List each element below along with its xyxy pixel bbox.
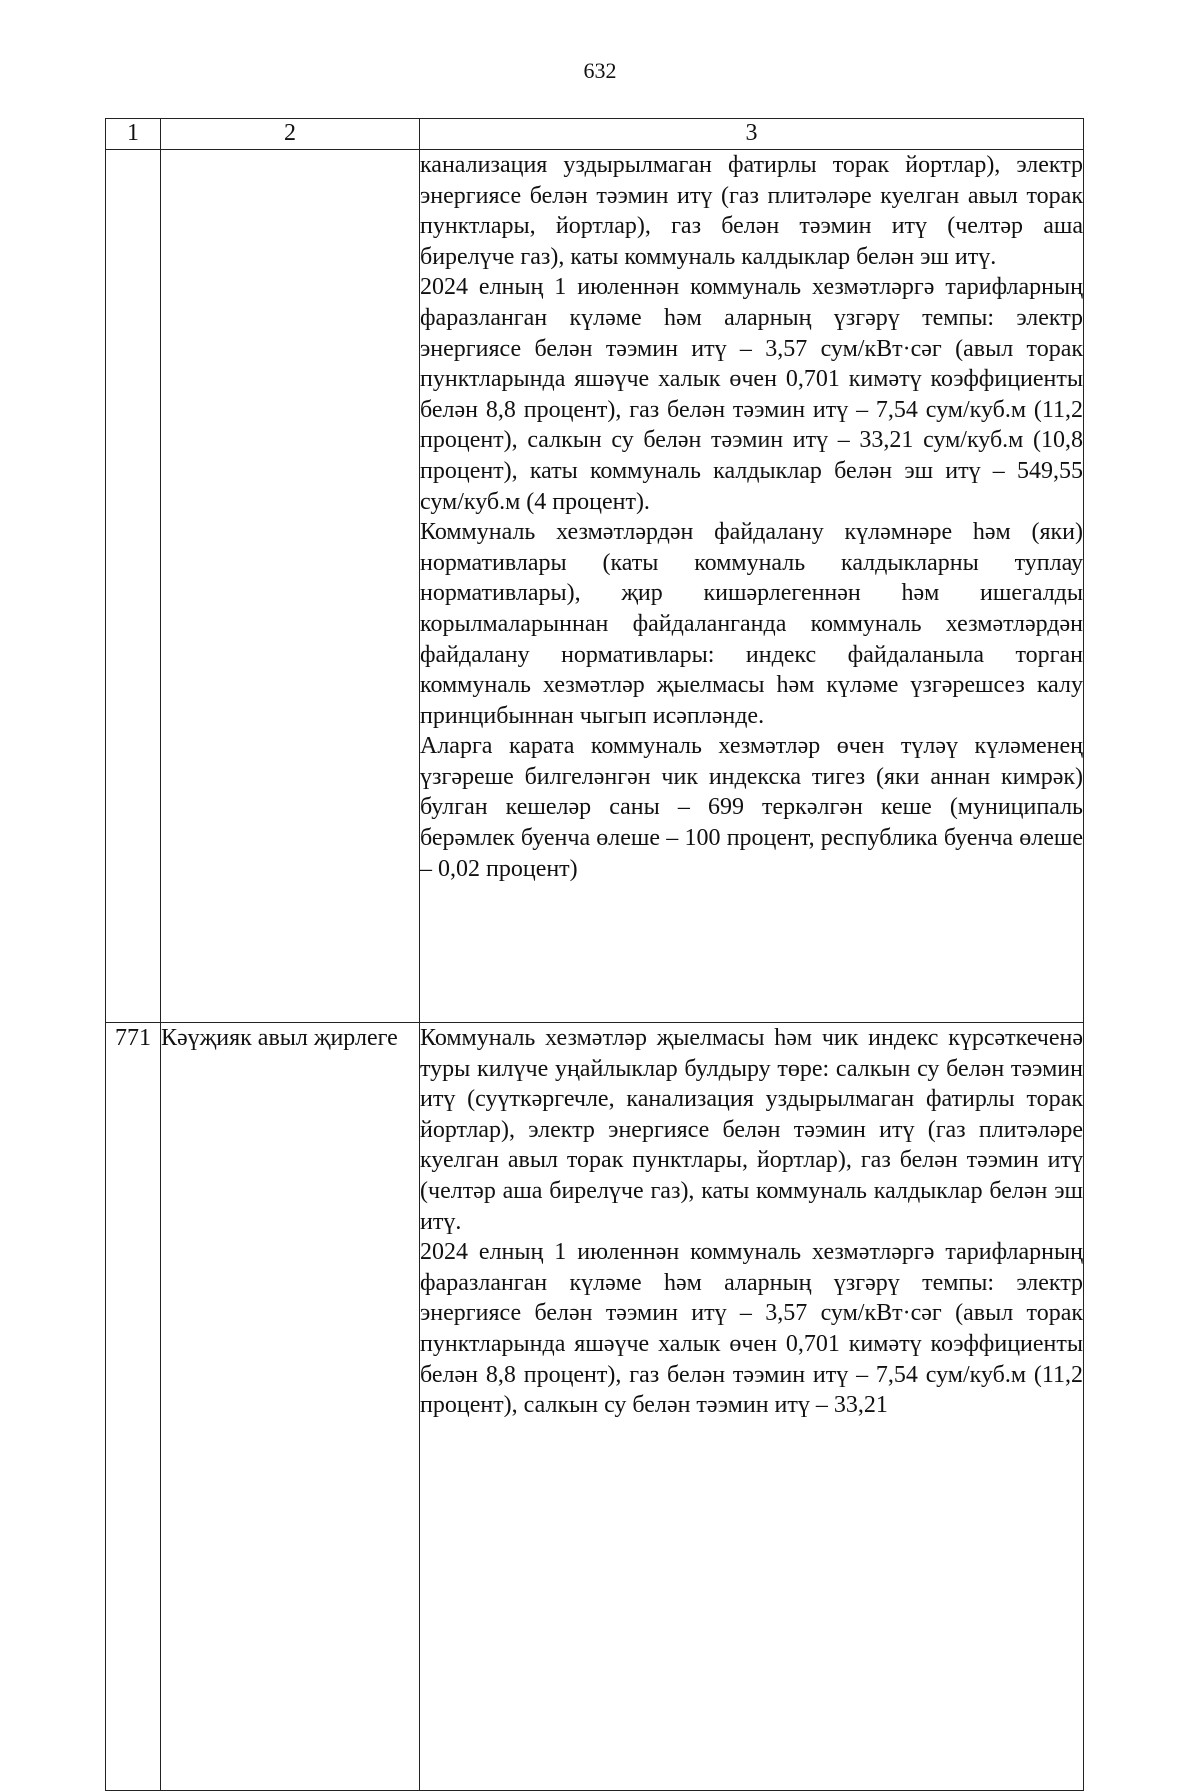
description-paragraph: Коммуналь хезмәтләрдән файдалану күләмнәре һәм (яки) нормативлары (каты коммуналь калдыкларны туплау нормативлары), җир кишәрлегеннән һәм ишегалды корылмаларыннан файдаланганда коммуналь хезмәтләрдән файдалану нормативлары: индекс файдаланыла торган коммуналь хезмәтләр җыелмасы һәм күләме үзгәрешсез калу принцибыннан чыгып исәпләнде. xyxy=(420,519,1083,729)
description-paragraph: канализация уздырылмаган фатирлы торак йортлар), электр энергиясе белән тәэмин итү (газ плитәләре куелган авыл торак пунктлары, йортлар), газ белән тәэмин итү (челтәр аша бирелүче газ), каты коммуналь калдыклар белән эш итү. xyxy=(420,152,1083,270)
table-header-row xyxy=(106,119,1084,150)
page-number: 632 xyxy=(583,58,617,83)
description-paragraph: 2024 елның 1 июленнән коммуналь хезмәтләргә тарифларның фаразланган күләме һәм аларның үзгәрү темпы: электр энергиясе белән тәэмин итү – 3,57 сум/кВт·сәг (авыл торак пунктларында яшәүче халык өчен 0,701 кимәтү коэффициенты белән 8,8 процент), газ белән тәэмин итү – 7,54 сум/куб.м (11,2 процент), салкын су белән тәэмин итү – 33,21 xyxy=(420,1239,1083,1419)
row-number-cell xyxy=(106,150,161,1023)
column-header-name: 2 xyxy=(161,119,420,150)
table-row xyxy=(106,1023,1084,1791)
row-description-cell xyxy=(420,1023,1084,1791)
row-name-cell xyxy=(161,150,420,1023)
description-paragraph: 2024 елның 1 июленнән коммуналь хезмәтләргә тарифларның фаразланган күләме һәм аларның үзгәрү темпы: электр энергиясе белән тәэмин итү – 3,57 сум/кВт·сәг (авыл торак пунктларында яшәүче халык өчен 0,701 кимәтү коэффициенты белән 8,8 процент), газ белән тәэмин итү – 7,54 сум/куб.м (11,2 процент), салкын су белән тәэмин итү – 33,21 сум/куб.м (10,8 процент), каты коммуналь калдыклар белән эш итү – 549,55 сум/куб.м (4 процент). xyxy=(420,274,1083,515)
row-name-cell: Кәүҗияк авыл җирлеге xyxy=(161,1023,420,1791)
column-header-number: 1 xyxy=(106,119,161,150)
table-row xyxy=(106,150,1084,1023)
row-number-cell: 771 xyxy=(106,1023,161,1791)
document-table xyxy=(105,118,1084,1791)
description-paragraph: Коммуналь хезмәтләр җыелмасы һәм чик индекс күрсәткеченә туры килүче уңайлыклар булдыру төре: салкын су белән тәэмин итү (суүткәргечле, канализация уздырылмаган фатирлы торак йортлар), электр энергиясе белән тәэмин итү (газ плитәләре куелган авыл торак пунктлары, йортлар), газ белән тәэмин итү (челтәр аша бирелүче газ), каты коммуналь калдыклар белән эш итү. xyxy=(420,1025,1083,1235)
description-paragraph: Аларга карата коммуналь хезмәтләр өчен түләү күләменең үзгәреше билгеләнгән чик индекска тигез (яки аннан кимрәк) булган кешеләр саны – 699 теркәлгән кеше (муниципаль берәмлек буенча өлеше – 100 процент, республика буенча өлеше – 0,02 процент) xyxy=(420,733,1083,882)
column-header-description: 3 xyxy=(420,119,1084,150)
row-description-cell xyxy=(420,150,1084,1023)
